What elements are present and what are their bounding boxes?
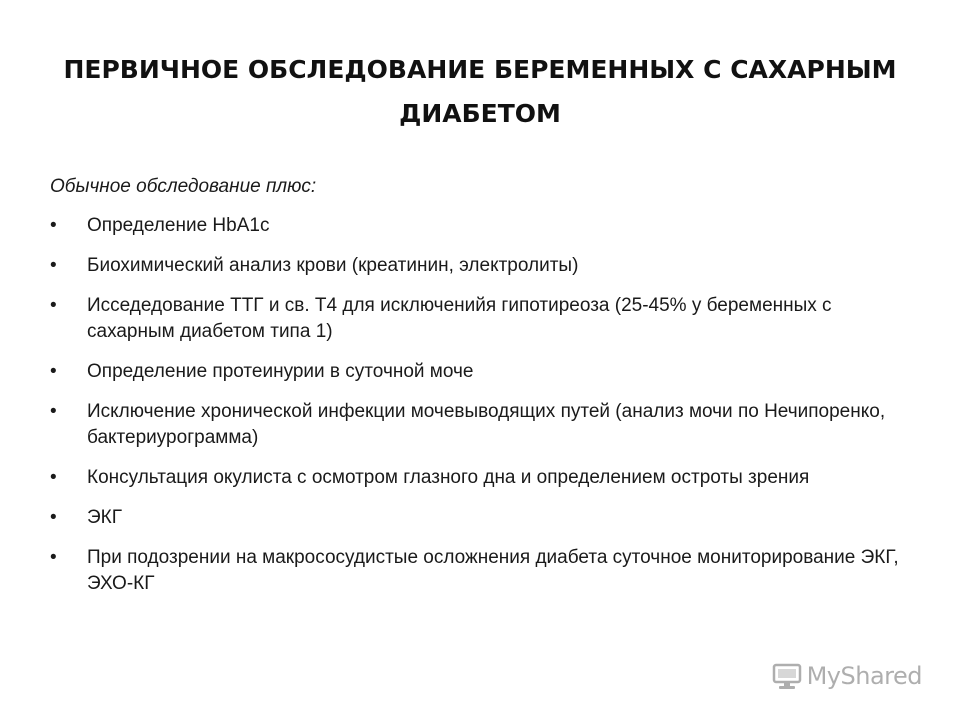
list-item-text: ЭКГ — [87, 507, 123, 528]
watermark-text: MyShared — [806, 662, 922, 690]
list-item-text: Определение протеинурии в суточной моче — [87, 361, 474, 382]
list-item-text: При подозрении на макрососудистые осложнения диабета суточное мониторирование ЭКГ, ЭХО-КГ — [87, 547, 899, 594]
bullet-icon: • — [50, 361, 57, 382]
list-item — [50, 465, 920, 491]
list-item-text: Консультация окулиста с осмотром глазного дна и определением остроты зрения — [87, 467, 810, 488]
slide-title: ПЕРВИЧНОЕ ОБСЛЕДОВАНИЕ БЕРЕМЕННЫХ С САХАРНЫМ ДИАБЕТОМ — [63, 55, 897, 128]
bullet-icon: • — [50, 255, 57, 276]
list-item — [50, 293, 920, 345]
list-item-text: Определение HbA1c — [87, 215, 270, 236]
list-item — [50, 399, 920, 451]
list-item — [50, 505, 920, 531]
bullet-list — [50, 213, 920, 597]
list-item-text: Исключение хронической инфекции мочевыводящих путей (анализ мочи по Нечипоренко, бактериурограмма) — [87, 401, 886, 448]
list-item — [50, 253, 920, 279]
bullet-icon: • — [50, 467, 57, 488]
list-item-text: Исседедование ТТГ и св. Т4 для исключенийя гипотиреоза (25-45% у беременных с сахарным диабетом типа 1) — [87, 295, 832, 342]
bullet-icon: • — [50, 401, 57, 422]
watermark-logo — [771, 660, 922, 692]
list-item-text: Биохимический анализ крови (креатинин, электролиты) — [87, 255, 579, 276]
bullet-icon: • — [50, 215, 57, 236]
list-item — [50, 359, 920, 385]
slide-content — [50, 175, 920, 611]
monitor-icon — [771, 660, 803, 692]
bullet-icon: • — [50, 507, 57, 528]
list-item — [50, 213, 920, 239]
list-item — [50, 545, 920, 597]
bullet-icon: • — [50, 547, 57, 568]
bullet-icon: • — [50, 295, 57, 316]
intro-text: Обычное обследование плюс: — [50, 176, 317, 197]
